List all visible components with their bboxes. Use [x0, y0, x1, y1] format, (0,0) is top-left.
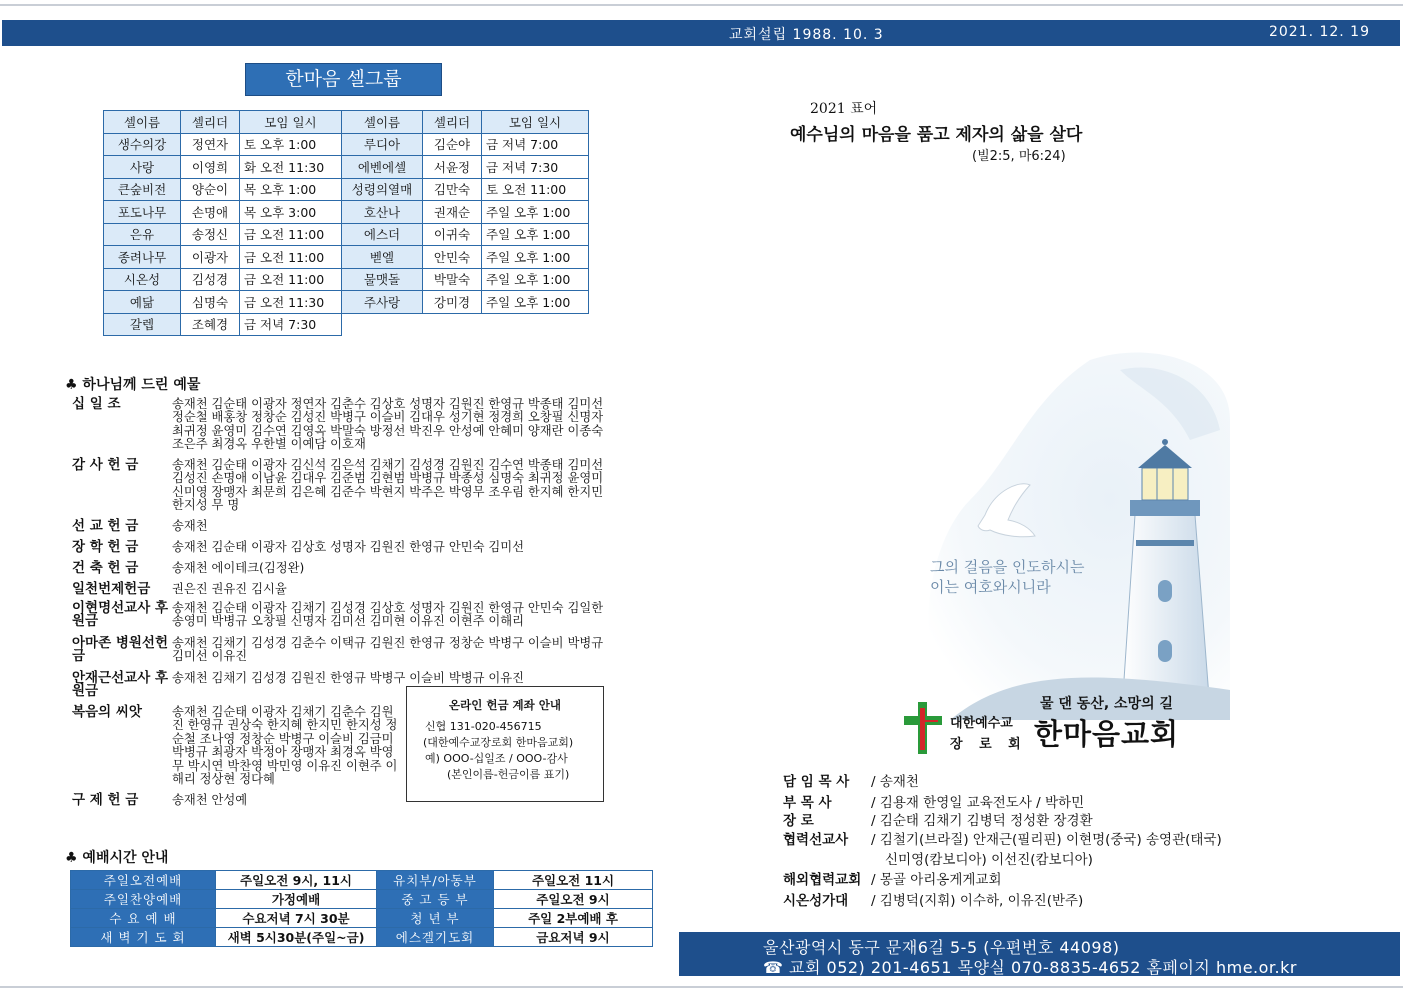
- col-header: 셀이름: [342, 111, 423, 134]
- cell-leader: 김성경: [181, 268, 240, 291]
- worship-name: 주일오전예배: [71, 871, 216, 890]
- offering-label: 안재근선교사 후원금: [72, 670, 168, 700]
- cell-name: 물맷돌: [342, 268, 423, 291]
- offerings-heading: ♣ 하나님께 드린 예물: [65, 377, 201, 393]
- cell-leader: 이귀숙: [423, 223, 482, 246]
- offering-label: 이현명선교사 후원금: [72, 600, 168, 630]
- offering-entry: [72, 562, 612, 580]
- denomination-line1: 대한예수교: [950, 716, 1013, 731]
- table-row: [104, 133, 589, 156]
- cell-name: 성령의열매: [342, 178, 423, 201]
- offering-names: 송재천 김채기 김성경 김원진 한영규 박병구 이슬비 박병규 이유진: [172, 671, 524, 685]
- worship-time: 주일오전 11시: [494, 871, 653, 890]
- cell-name: 포도나무: [104, 201, 181, 224]
- worship-name: 새 벽 기 도 회: [71, 928, 216, 947]
- offering-entry: [72, 602, 612, 632]
- cell-leader: 손명애: [181, 201, 240, 224]
- staff-row: [783, 848, 1093, 868]
- col-header: 모임 일시: [240, 111, 342, 134]
- online-account: 신협 131-020-456715: [425, 720, 542, 733]
- table-row: [71, 928, 653, 947]
- table-row: [104, 223, 589, 246]
- offering-label: 감 사 헌 금: [72, 457, 139, 473]
- staff-names: / 송재천: [871, 774, 919, 790]
- cell-name: 벧엘: [342, 246, 423, 269]
- col-header: 모임 일시: [482, 111, 589, 134]
- cell-time: 금 오전 11:00: [240, 246, 342, 269]
- offering-names: 송재천 김순태 이광자 김신석 김은석 김채기 김성경 김원진 김수연 박종태 김미선 김성진 손명애 이남윤 김대우 김준범 김현범 박병규 박종성 심명숙 최귀정 윤영미 신미영 장맹자 최문희 김은혜 김준수 박현지 박주은 박영무 조우림 한지혜 한지민 한지성 무 명: [172, 458, 604, 513]
- offering-names: 송재천 김순태 이광자 김채기 김성경 김상호 성명자 김원진 한영규 안민숙 김일한 송영미 박병규 오창필 신명자 김미선 김미현 이유진 이현주 이해리: [172, 601, 604, 629]
- cell-leader: 심명숙: [181, 291, 240, 314]
- offering-entry: [72, 637, 612, 667]
- cell-group-table: [103, 110, 589, 336]
- worship-table: [70, 870, 653, 947]
- cell-name: 갈렙: [104, 313, 181, 336]
- worship-time: 수요저녁 7시 30분: [216, 909, 377, 928]
- offering-label: 구 제 헌 금: [72, 792, 139, 808]
- church-slogan: 물 댄 동산, 소망의 길: [1040, 696, 1174, 712]
- church-name: 한마음교회: [1034, 717, 1180, 751]
- cell-time: 주일 오후 1:00: [482, 291, 589, 314]
- worship-heading: ♣ 예배시간 안내: [65, 850, 169, 866]
- table-row: [104, 201, 589, 224]
- motto-reference: (빌2:5, 마6:24): [972, 149, 1066, 164]
- offering-names: 송재천 김채기 김성경 김춘수 이택규 김원진 한영규 정창순 박병구 이슬비 박병규 김미선 이유진: [172, 636, 604, 664]
- cell-time: 금 오전 11:00: [240, 268, 342, 291]
- staff-role: 해외협력교회: [783, 872, 862, 888]
- cell-name: 사랑: [104, 156, 181, 179]
- cell-time: 토 오전 11:00: [482, 178, 589, 201]
- staff-role: 시온성가대: [783, 893, 849, 909]
- staff-row: [783, 770, 919, 790]
- cell-time: 금 저녁 7:30: [482, 156, 589, 179]
- cell-time: 주일 오후 1:00: [482, 246, 589, 269]
- cell-time: 목 오후 1:00: [240, 178, 342, 201]
- cell-name: 호산나: [342, 201, 423, 224]
- offering-label: 복음의 씨앗: [72, 704, 142, 720]
- worship-time: 금요저녁 9시: [494, 928, 653, 947]
- worship-name: 수 요 예 배: [71, 909, 216, 928]
- cell-table-header: [104, 111, 589, 134]
- staff-names: 신미영(캄보디아) 이선진(캄보디아): [885, 852, 1093, 868]
- staff-row: [783, 809, 1093, 829]
- cell-name: 큰숲비전: [104, 178, 181, 201]
- cell-time: 금 오전 11:30: [240, 291, 342, 314]
- offering-names: 송재천 안성예: [172, 793, 248, 807]
- artwork-text-2: 이는 여호와시니라: [930, 578, 1051, 596]
- offering-entry: [72, 541, 612, 559]
- staff-names: / 김병덕(지휘) 이수하, 이유진(반주): [871, 893, 1084, 909]
- offering-entry: [72, 583, 612, 601]
- cell-time: 목 오후 3:00: [240, 201, 342, 224]
- staff-row: [783, 868, 1002, 888]
- table-row: [71, 871, 653, 890]
- artwork-text-1: 그의 걸음을 인도하시는: [930, 558, 1085, 576]
- table-row: [104, 178, 589, 201]
- bottom-rule: [0, 986, 1403, 988]
- col-header: 셀이름: [104, 111, 181, 134]
- worship-time: 가정예배: [216, 890, 377, 909]
- staff-role: 협력선교사: [783, 832, 849, 848]
- cell-name: 은유: [104, 223, 181, 246]
- worship-name: 유치부/아동부: [377, 871, 494, 890]
- offering-names: 권은진 권유진 김시율: [172, 582, 287, 596]
- col-header: 셀리더: [423, 111, 482, 134]
- online-giving-title: 온라인 헌금 계좌 안내: [449, 698, 561, 712]
- cell-name: 종려나무: [104, 246, 181, 269]
- table-row: [104, 246, 589, 269]
- staff-row: [783, 889, 1083, 909]
- worship-time: 주일오전 9시, 11시: [216, 871, 377, 890]
- staff-row: [783, 828, 1222, 848]
- top-rule: [0, 4, 1403, 6]
- cell-leader: 김만숙: [423, 178, 482, 201]
- cell-group-title: 한마음 셀그룹: [245, 63, 442, 96]
- cell-leader: 정연자: [181, 133, 240, 156]
- online-example: 예) OOO-십일조 / OOO-감사: [425, 752, 568, 765]
- cell-time: 금 저녁 7:30: [240, 313, 342, 336]
- cell-leader: 송정신: [181, 223, 240, 246]
- offering-label: 아마존 병원선헌금: [72, 635, 168, 665]
- side-strip: [690, 800, 706, 930]
- cell-name: 에스더: [342, 223, 423, 246]
- header-bar: [2, 20, 1400, 46]
- offering-label: 십 일 조: [72, 396, 121, 412]
- staff-names: / 김순태 김채기 김병덕 정성환 장경환: [871, 813, 1093, 829]
- offering-names: 송재천 김순태 이광자 김채기 김춘수 김원진 한영규 권상숙 한지혜 한지민 한지성 정순철 조나영 정창순 박병구 이슬비 김금미 박병규 최광자 박정아 장맹자 최경옥 박영무 박시연 박찬영 박민영 이유진 이현주 이해리 정상현 정다혜: [172, 705, 398, 787]
- offering-names: 송재천 김순태 이광자 정연자 김춘수 김상호 성명자 김원진 한영규 박종태 김미선 정순철 배홍창 정창순 김성진 박병구 이슬비 김대우 성기현 정경희 오창필 신명자 최귀정 윤영미 김수연 김영옥 박말숙 방정선 박진우 안성예 안혜미 양재란 이종숙 조은주 최경옥 우한별 이예담 이호재: [172, 397, 604, 452]
- table-row: [104, 156, 589, 179]
- cell-time: 토 오후 1:00: [240, 133, 342, 156]
- offering-label: 선 교 헌 금: [72, 518, 139, 534]
- cell-name: 주사랑: [342, 291, 423, 314]
- motto-year: 2021 표어: [810, 101, 878, 117]
- cell-time: 주일 오후 1:00: [482, 268, 589, 291]
- table-row: [71, 909, 653, 928]
- cell-time: 주일 오후 1:00: [482, 201, 589, 224]
- cell-leader: 조혜경: [181, 313, 240, 336]
- offering-names: 송재천 김순태 이광자 김상호 성명자 김원진 한영규 안민숙 김미선: [172, 540, 524, 554]
- cell-leader: 강미경: [423, 291, 482, 314]
- cross-logo-icon: [902, 700, 944, 756]
- cell-leader: 이영희: [181, 156, 240, 179]
- offering-entry: [72, 398, 612, 454]
- staff-role: 담 임 목 사: [783, 774, 850, 790]
- offering-entry: [72, 459, 612, 515]
- cell-time: 금 저녁 7:00: [482, 133, 589, 156]
- table-row: [71, 890, 653, 909]
- worship-time: 새벽 5시30분(주일~금): [216, 928, 377, 947]
- lighthouse-illustration: [890, 340, 1230, 720]
- table-row: [104, 291, 589, 314]
- church-contact: ☎ 교회 052) 201-4651 목양실 070-8835-4652 홈페이지 hme.or.kr: [763, 958, 1297, 977]
- worship-name: 청 년 부: [377, 909, 494, 928]
- staff-names: / 김용재 한영일 교육전도사 / 박하민: [871, 795, 1085, 811]
- offering-names: 송재천 에이테크(김정완): [172, 561, 305, 575]
- online-example-note: (본인이름-헌금이름 표기): [447, 768, 570, 781]
- online-giving-box: [406, 686, 604, 802]
- cell-leader: 서윤정: [423, 156, 482, 179]
- worship-name: 주일찬양예배: [71, 890, 216, 909]
- cell-leader: 김순야: [423, 133, 482, 156]
- cell-time: 금 오전 11:00: [240, 223, 342, 246]
- cell-name: 시온성: [104, 268, 181, 291]
- motto-text: 예수님의 마음을 품고 제자의 삶을 살다: [790, 125, 1083, 145]
- footer-bar: [679, 932, 1400, 976]
- worship-name: 에스겔기도회: [377, 928, 494, 947]
- cell-leader: 안민숙: [423, 246, 482, 269]
- cell-leader: 양순이: [181, 178, 240, 201]
- cell-name: 예닮: [104, 291, 181, 314]
- offering-entry: [72, 520, 612, 538]
- cell-name: 생수의강: [104, 133, 181, 156]
- offering-names: 송재천: [172, 519, 208, 533]
- cell-name: 에벤에셀: [342, 156, 423, 179]
- cell-leader: 이광자: [181, 246, 240, 269]
- table-row: [104, 313, 589, 336]
- established-date: 교회설립 1988. 10. 3: [729, 27, 884, 43]
- cell-time: 주일 오후 1:00: [482, 223, 589, 246]
- col-header: 셀리더: [181, 111, 240, 134]
- cell-time: 화 오전 11:30: [240, 156, 342, 179]
- staff-names: / 김철기(브라질) 안재근(필리핀) 이현명(중국) 송영관(태국): [871, 832, 1222, 848]
- worship-time: 주일오전 9시: [494, 890, 653, 909]
- offering-label: 건 축 헌 금: [72, 560, 139, 576]
- cell-name: 루디아: [342, 133, 423, 156]
- denomination-line2: 장 로 회: [950, 737, 1027, 752]
- offering-label: 일천번제헌금: [72, 581, 151, 597]
- offering-label: 장 학 헌 금: [72, 539, 139, 555]
- online-account-holder: (대한예수교장로회 한마음교회): [423, 736, 574, 749]
- bulletin-date: 2021. 12. 19: [1268, 24, 1370, 40]
- cell-leader: 권재순: [423, 201, 482, 224]
- worship-name: 중 고 등 부: [377, 890, 494, 909]
- worship-time: 주일 2부예배 후: [494, 909, 653, 928]
- staff-role: 장 로: [783, 813, 814, 829]
- church-address: 울산광역시 동구 문재6길 5-5 (우편번호 44098): [763, 938, 1120, 957]
- staff-role: 부 목 사: [783, 795, 832, 811]
- cell-leader: 박말숙: [423, 268, 482, 291]
- staff-row: [783, 791, 1084, 811]
- table-row: [104, 268, 589, 291]
- staff-names: / 몽골 아리옹게게교회: [871, 872, 1002, 888]
